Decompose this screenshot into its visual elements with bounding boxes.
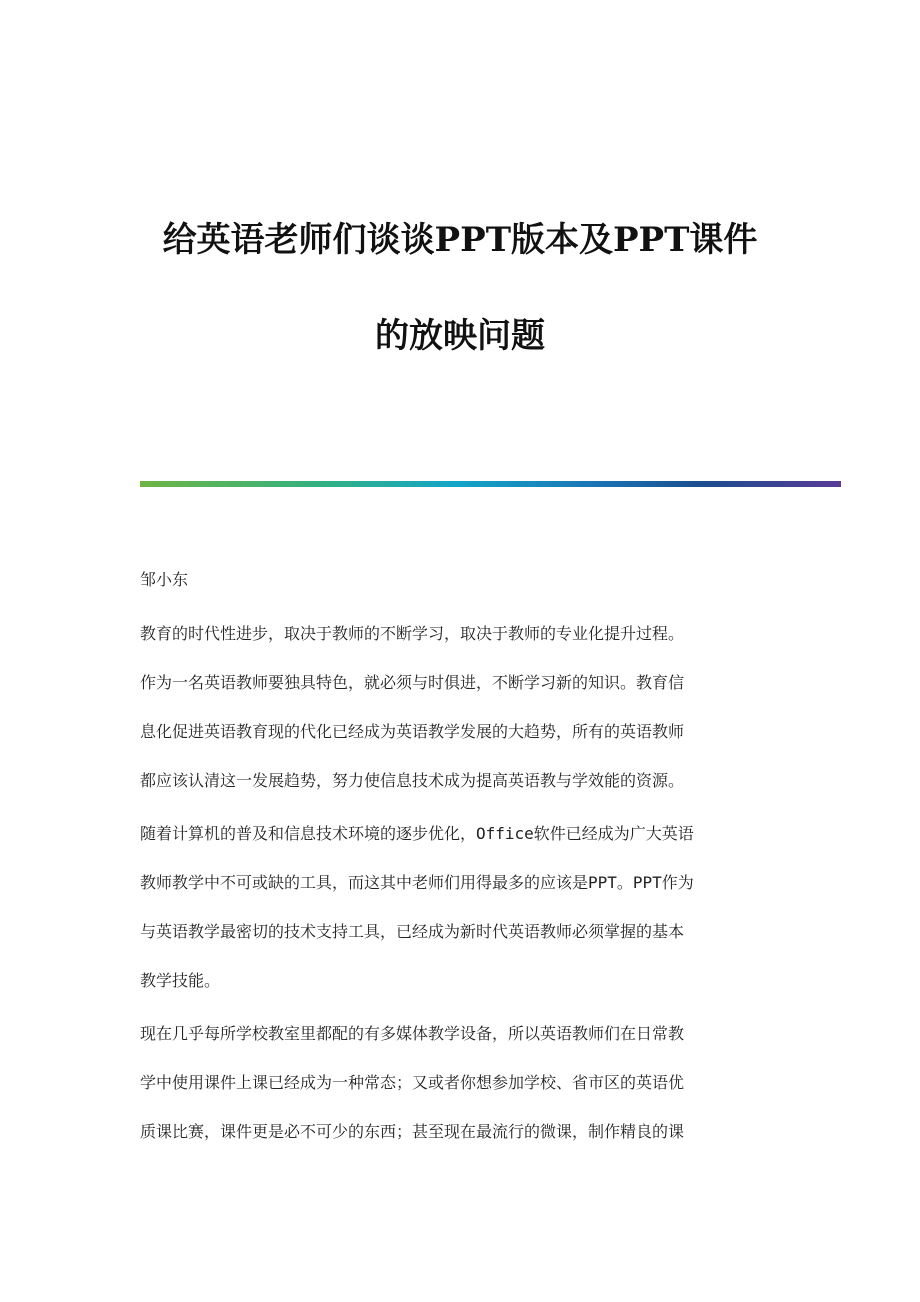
paragraph-3 bbox=[140, 1020, 790, 1167]
paragraph-line: 作为一名英语教师要独具特色，就必须与时俱进，不断学习新的知识。教育信 bbox=[140, 673, 685, 692]
document-title-line-2: 的放映问题 bbox=[375, 316, 545, 356]
paragraph-line: 随着计算机的普及和信息技术环境的逐步优化，Office软件已经成为广大英语 bbox=[140, 824, 694, 843]
paragraph-line: 教学技能。 bbox=[140, 971, 221, 990]
paragraph-line: 学中使用课件上课已经成为一种常态；又或者你想参加学校、省市区的英语优 bbox=[140, 1073, 685, 1092]
paragraph-line: 教育的时代性进步，取决于教师的不断学习，取决于教师的专业化提升过程。 bbox=[140, 624, 685, 643]
paragraph-line: 息化促进英语教育现的代化已经成为英语教学发展的大趋势，所有的英语教师 bbox=[140, 722, 685, 741]
author-name: 邹小东 bbox=[140, 570, 189, 589]
paragraph-2 bbox=[140, 820, 790, 1016]
paragraph-line: 现在几乎每所学校教室里都配的有多媒体教学设备，所以英语教师们在日常教 bbox=[140, 1024, 685, 1043]
gradient-divider bbox=[140, 481, 841, 487]
paragraph-line: 都应该认清这一发展趋势，努力使信息技术成为提高英语教与学效能的资源。 bbox=[140, 771, 685, 790]
paragraph-1 bbox=[140, 620, 790, 816]
paragraph-line: 与英语教学最密切的技术支持工具，已经成为新时代英语教师必须掌握的基本 bbox=[140, 922, 685, 941]
document-title-line-1: 给英语老师们谈谈PPT版本及PPT课件 bbox=[162, 220, 758, 260]
paragraph-line: 质课比赛，课件更是必不可少的东西；甚至现在最流行的微课，制作精良的课 bbox=[140, 1122, 685, 1141]
paragraph-line: 教师教学中不可或缺的工具，而这其中老师们用得最多的应该是PPT。PPT作为 bbox=[140, 873, 694, 892]
